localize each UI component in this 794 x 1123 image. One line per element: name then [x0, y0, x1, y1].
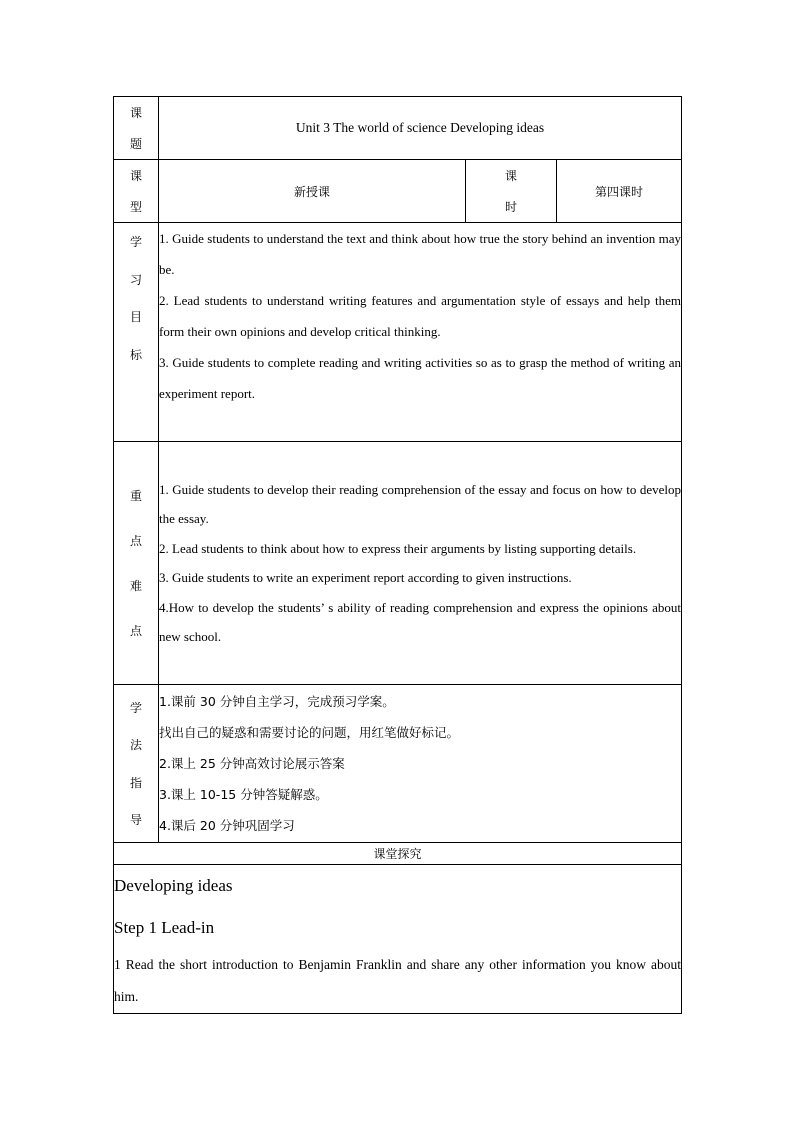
keypoints-label-char: 重 — [129, 489, 142, 503]
section-header: 课堂探究 — [114, 843, 682, 865]
keypoint-item: 2. Lead students to think about how to express their arguments by listing supporting details. — [159, 540, 637, 556]
row-key-points — [114, 442, 682, 685]
type-label-char: 型 — [129, 200, 142, 214]
objectives-content — [159, 223, 682, 442]
keypoints-label-cell — [114, 442, 159, 685]
guide-item: 找出自己的疑惑和需要讨论的问题，用红笔做好标记。 — [159, 725, 460, 740]
objective-item: 2. Lead students to understand writing features and argumentation style of essays and help them form their own opinions and develop critical thinking. — [159, 293, 682, 339]
guide-label-char: 法 — [129, 738, 142, 753]
topic-label-char: 题 — [129, 137, 142, 151]
body-text: 1 Read the short introduction to Benjamin Franklin and share any other information you know about him. — [114, 957, 682, 1004]
type-label-char: 课 — [129, 169, 142, 183]
row-objectives — [114, 223, 682, 442]
period-label-char: 课 — [504, 169, 517, 183]
section-heading: Developing ideas — [114, 876, 233, 895]
row-type — [114, 160, 682, 223]
guide-item: 3.课上 10-15 分钟答疑解惑。 — [159, 787, 328, 802]
objective-item: 3. Guide students to complete reading and writing activities so as to grasp the method of writing an experiment report. — [159, 355, 682, 401]
row-study-guide — [114, 685, 682, 843]
row-topic — [114, 97, 682, 160]
guide-label-cell — [114, 685, 159, 843]
guide-label-char: 导 — [129, 813, 142, 828]
topic-label-cell — [114, 97, 159, 160]
guide-label-char: 指 — [129, 775, 142, 790]
row-section-header — [114, 843, 682, 865]
keypoints-content — [159, 442, 682, 685]
keypoints-label-char: 点 — [129, 534, 142, 548]
keypoints-label-char: 难 — [129, 579, 142, 593]
topic-label-char: 课 — [129, 106, 142, 120]
guide-label-char: 学 — [129, 700, 142, 715]
objectives-label-char: 标 — [129, 347, 142, 362]
lesson-plan-table — [113, 96, 682, 1014]
objectives-label-char: 习 — [129, 272, 142, 287]
period-label-char: 时 — [504, 200, 517, 214]
keypoint-item: 3. Guide students to write an experiment report according to given instructions. — [159, 570, 572, 585]
guide-item: 4.课后 20 分钟巩固学习 — [159, 818, 295, 833]
objectives-label-cell — [114, 223, 159, 442]
lesson-title: Unit 3 The world of science Developing ideas — [159, 97, 682, 160]
step-heading: Step 1 Lead-in — [114, 918, 215, 937]
row-body — [114, 865, 682, 1014]
keypoint-item: 4.How to develop the students’ s ability of reading comprehension and express the opinions about new school. — [159, 599, 682, 644]
objectives-label-char: 学 — [129, 235, 142, 250]
objectives-label-char: 目 — [129, 310, 142, 325]
guide-item: 2.课上 25 分钟高效讨论展示答案 — [159, 756, 345, 771]
guide-content — [159, 685, 682, 843]
objective-item: 1. Guide students to understand the text and think about how true the story behind an invention may be. — [159, 231, 682, 277]
keypoint-item: 1. Guide students to develop their reading comprehension of the essay and focus on how to develop the essay. — [159, 481, 682, 526]
period-value: 第四课时 — [557, 160, 682, 223]
type-label-cell — [114, 160, 159, 223]
lesson-type-value: 新授课 — [159, 160, 466, 223]
guide-item: 1.课前 30 分钟自主学习，完成预习学案。 — [159, 694, 395, 709]
body-content — [114, 865, 682, 1014]
period-label-cell — [466, 160, 557, 223]
keypoints-label-char: 点 — [129, 624, 142, 638]
